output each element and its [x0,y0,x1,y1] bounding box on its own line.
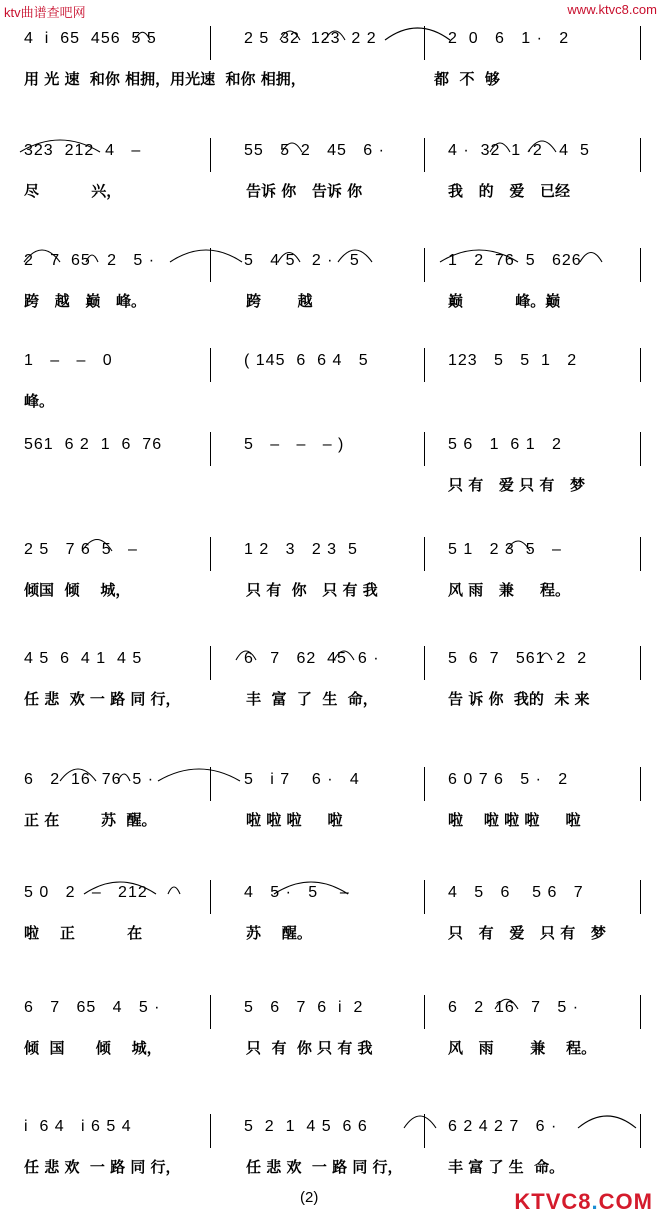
barline [640,767,641,801]
barline [210,432,211,466]
measure: 5 6 7 6 i 2 [244,999,364,1016]
barline [640,646,641,680]
score-system [0,771,663,871]
barline [210,767,211,801]
notes-line [16,252,641,278]
barline [424,432,425,466]
measure: 5 0 2 – 212 [24,884,148,901]
logo-text-2: COM [598,1189,653,1214]
lyric-text: 只 有 爱 只 有 梦 [448,924,606,942]
lyrics-line [16,180,641,204]
score-system [0,999,663,1099]
barline [640,248,641,282]
barline [424,248,425,282]
barline [424,1114,425,1148]
notes-line [16,884,641,910]
lyrics-line [16,579,641,603]
measure: 6 7 65 4 5 · [24,999,161,1016]
measure: 561 6 2 1 6 76 [24,436,163,453]
measure: 5 1 2 3 5 – [448,541,562,558]
barline [424,348,425,382]
lyric-text: 风 雨 兼 程。 [448,581,571,599]
score-system [0,30,663,130]
lyrics-line [16,1037,641,1061]
measure: 1 – – 0 [24,352,113,369]
measure: 6 2 4 2 7 6 · [448,1118,558,1135]
score-system [0,650,663,750]
watermark-right: www.ktvc8.com [567,2,657,17]
lyric-text: 只 有 你 只 有 我 [246,1039,373,1057]
barline [424,880,425,914]
barline [424,138,425,172]
notes-line [16,1118,641,1144]
measure: 4 5 6 4 1 4 5 [24,650,143,667]
measure: 6 2 16 7 5 · [448,999,580,1016]
notes-line [16,436,641,462]
lyric-text: 倾国 倾 城， [24,581,131,599]
measure: 5 6 7 561 2 2 [448,650,588,667]
notes-line [16,352,641,378]
lyrics-line [16,68,641,92]
lyric-text: 任 悲 欢 一 路 同 行， [24,690,181,708]
lyric-text: 只 有 你 只 有 我 [246,581,378,599]
barline [210,537,211,571]
lyrics-line [16,922,641,946]
score-system [0,142,663,242]
lyric-text: 啦 正 在 [24,924,143,942]
lyric-text: 只 有 爱 只 有 梦 [448,476,586,494]
score-system [0,252,663,352]
lyrics-line [16,290,641,314]
lyric-text: 苏 醒。 [246,924,312,942]
notes-line [16,30,641,56]
barline [640,995,641,1029]
lyrics-line [16,390,641,414]
barline [210,1114,211,1148]
lyric-text: 倾 国 倾 城， [24,1039,162,1057]
lyric-text: 正 在 苏 醒。 [24,811,157,829]
lyric-text: 丰 富 了 生 命， [246,690,378,708]
measure: 4 i 65 456 5 5 [24,30,157,47]
lyrics-line [16,809,641,833]
barline [210,138,211,172]
lyric-text: 用 光 速 和你 相拥，用光速 和你 相拥， [24,70,306,88]
measure: 4 5 · 5 – [244,884,350,901]
measure: 6 0 7 6 5 · 2 [448,771,569,788]
barline [640,880,641,914]
lyrics-line [16,1156,641,1180]
score-system [0,436,663,536]
lyric-text: 告 诉 你 我的 未 来 [448,690,590,708]
logo-text-1: KTVC8 [514,1189,592,1214]
lyric-text: 丰 富 了 生 命。 [448,1158,565,1176]
measure: 4 · 32 1 ·2 4 5 [448,142,590,159]
score-system [0,884,663,984]
measure: 6 7 62 45 6 · [244,650,380,667]
watermark-left: ktv曲谱查吧网 [4,5,86,20]
barline [424,26,425,60]
barline [424,767,425,801]
score-system [0,541,663,641]
barline [424,537,425,571]
lyrics-line [16,688,641,712]
barline [640,432,641,466]
measure: 2 5 32 123 2 2 [244,30,377,47]
measure: 5 6 1 6 1 2 [448,436,562,453]
barline [210,995,211,1029]
measure: 55 5 2 45 6 · [244,142,385,159]
lyrics-line [16,474,641,498]
lyric-text: 啦 啦 啦 啦 [246,811,343,829]
barline [210,248,211,282]
measure: ( 145 6 6 4 5 [244,352,369,369]
barline [640,348,641,382]
page-number: (2) [300,1189,319,1206]
measure: i 6 4 i 6 5 4 [24,1118,132,1135]
barline [640,1114,641,1148]
lyric-text: 告诉 你 告诉 你 [246,182,363,200]
barline [424,646,425,680]
measure: 5 2 1 4 5 6 6 [244,1118,368,1135]
notes-line [16,142,641,168]
barline [640,26,641,60]
lyric-text: 任 悲 欢 一 路 同 行， [24,1158,181,1176]
notes-line [16,650,641,676]
lyric-text: 啦 啦 啦 啦 啦 [448,811,581,829]
measure: 2 0 6 1 · 2 [448,30,570,47]
lyric-text: 跨 越 巅 峰。 [24,292,147,310]
measure: 5 – – – ) [244,436,345,453]
lyric-text: 峰。 [24,392,55,410]
measure: 5 i 7 6 · 4 [244,771,360,788]
measure: 323 212 4 – [24,142,142,159]
notes-line [16,541,641,567]
lyric-text: 都 不 够 [434,70,500,88]
measure: 2 5 7 6 5 – [24,541,138,558]
barline [640,138,641,172]
barline [424,995,425,1029]
measure: 1 2 3 2 3 5 [244,541,358,558]
barline [210,348,211,382]
lyric-text: 风 雨 兼 程。 [448,1039,597,1057]
measure: 5 4 5 2 · 5 [244,252,360,269]
barline [640,537,641,571]
lyric-text: 我 的 爱 已经 [448,182,571,200]
measure: 123 5 5 1 2 [448,352,578,369]
lyric-text: 尽 兴， [24,182,122,200]
site-logo [514,1189,653,1215]
barline [210,646,211,680]
notes-line [16,999,641,1025]
lyric-text: 巅 峰。巅 [448,292,561,310]
measure: 6 2 16 76 5 · [24,771,155,788]
lyric-text: 任 悲 欢 一 路 同 行， [246,1158,403,1176]
logo-dot: . [591,1189,599,1214]
measure: 1 2 76 5 626 [448,252,582,269]
barline [210,880,211,914]
barline [210,26,211,60]
measure: 4 5 6 5 6 7 [448,884,584,901]
notes-line [16,771,641,797]
measure: 2 7 65 2 5 · [24,252,156,269]
lyric-text: 跨 越 [246,292,313,310]
